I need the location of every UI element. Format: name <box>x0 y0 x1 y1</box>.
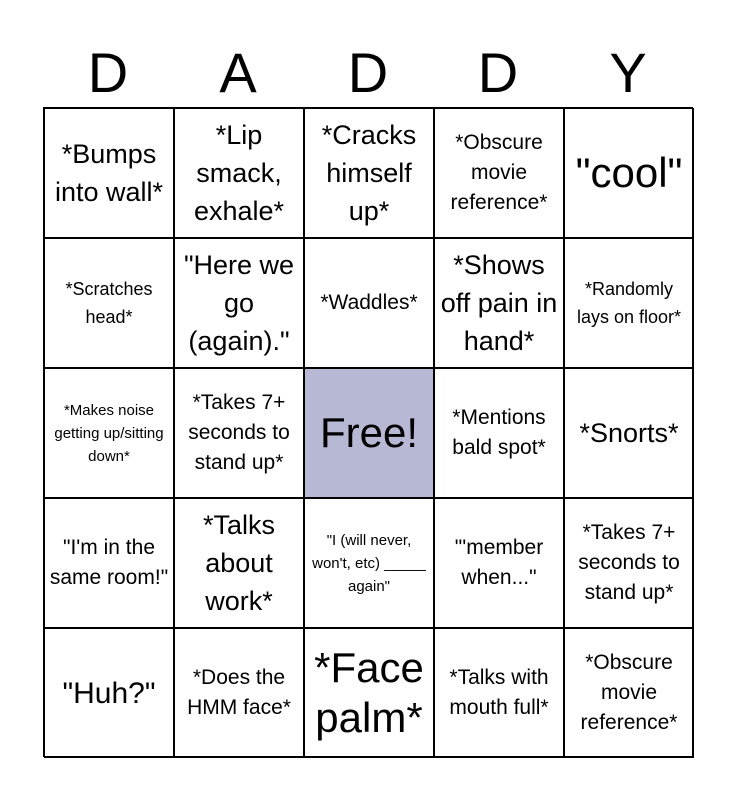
bingo-cell[interactable] <box>44 628 174 758</box>
header-letter: D <box>477 41 519 104</box>
bingo-cell[interactable] <box>434 628 564 758</box>
bingo-header <box>43 38 693 108</box>
bingo-cell[interactable] <box>304 238 434 368</box>
bingo-cell[interactable] <box>434 108 564 238</box>
bingo-cell[interactable] <box>44 498 174 628</box>
bingo-cell-text: *Bumps into wall* <box>54 139 164 207</box>
bingo-cell-text: *Cracks himself up* <box>321 120 417 226</box>
bingo-cell[interactable] <box>564 628 694 758</box>
bingo-cell[interactable] <box>564 368 694 498</box>
bingo-cell-text: *Mentions bald spot* <box>452 406 546 459</box>
bingo-cell-text: *Shows off pain in hand* <box>440 250 558 356</box>
bingo-board <box>43 107 693 757</box>
bingo-cell-text: *Randomly lays on floor* <box>576 279 682 327</box>
bingo-cell-text: "cool" <box>575 149 683 196</box>
header-letter: D <box>87 41 129 104</box>
bingo-cell[interactable] <box>564 238 694 368</box>
bingo-cell-text: *Obscure movie reference* <box>450 131 548 214</box>
bingo-cell-text: "'member when..." <box>454 536 544 589</box>
bingo-cell[interactable] <box>434 498 564 628</box>
bingo-cell[interactable] <box>304 108 434 238</box>
bingo-cell[interactable] <box>564 498 694 628</box>
bingo-cell-text: *Obscure movie reference* <box>580 651 678 734</box>
bingo-cell-text: "Huh?" <box>62 676 156 710</box>
bingo-cell[interactable] <box>564 108 694 238</box>
bingo-cell-text: *Takes 7+ seconds to stand up* <box>578 521 680 604</box>
header-letter: A <box>219 41 257 104</box>
bingo-cell-text: *Scratches head* <box>65 279 153 327</box>
bingo-cell-text: "I'm in the same room!" <box>49 536 169 589</box>
bingo-cell[interactable] <box>44 368 174 498</box>
bingo-cell-text: Free! <box>319 409 419 456</box>
bingo-cell[interactable] <box>174 108 304 238</box>
bingo-cell-text: *Lip smack, exhale* <box>193 120 285 226</box>
bingo-cell-text: *Makes noise getting up/sitting down* <box>54 401 164 465</box>
bingo-cell-text: *Talks about work* <box>202 510 276 616</box>
bingo-cell-text: *Talks with mouth full* <box>449 666 549 719</box>
bingo-cell[interactable] <box>304 498 434 628</box>
bingo-cell[interactable] <box>44 108 174 238</box>
bingo-cell-text: *Face palm* <box>314 644 424 741</box>
bingo-cell-text: *Snorts* <box>579 418 679 448</box>
bingo-cell[interactable] <box>434 368 564 498</box>
bingo-cell-text: "I (will never, won't, etc) _____ again" <box>312 531 426 595</box>
bingo-cell-text: "Here we go (again)." <box>183 250 295 356</box>
bingo-cell-text: *Waddles* <box>320 291 418 314</box>
bingo-cell[interactable] <box>174 238 304 368</box>
free-space-cell[interactable] <box>304 368 434 498</box>
bingo-cell-text: *Does the HMM face* <box>187 666 291 719</box>
header-letter: Y <box>609 41 647 104</box>
header-letter: D <box>347 41 389 104</box>
bingo-cell[interactable] <box>304 628 434 758</box>
bingo-cell[interactable] <box>434 238 564 368</box>
bingo-cell[interactable] <box>174 498 304 628</box>
bingo-cell-text: *Takes 7+ seconds to stand up* <box>188 391 290 474</box>
bingo-cell[interactable] <box>174 368 304 498</box>
bingo-cell[interactable] <box>174 628 304 758</box>
bingo-cell[interactable] <box>44 238 174 368</box>
